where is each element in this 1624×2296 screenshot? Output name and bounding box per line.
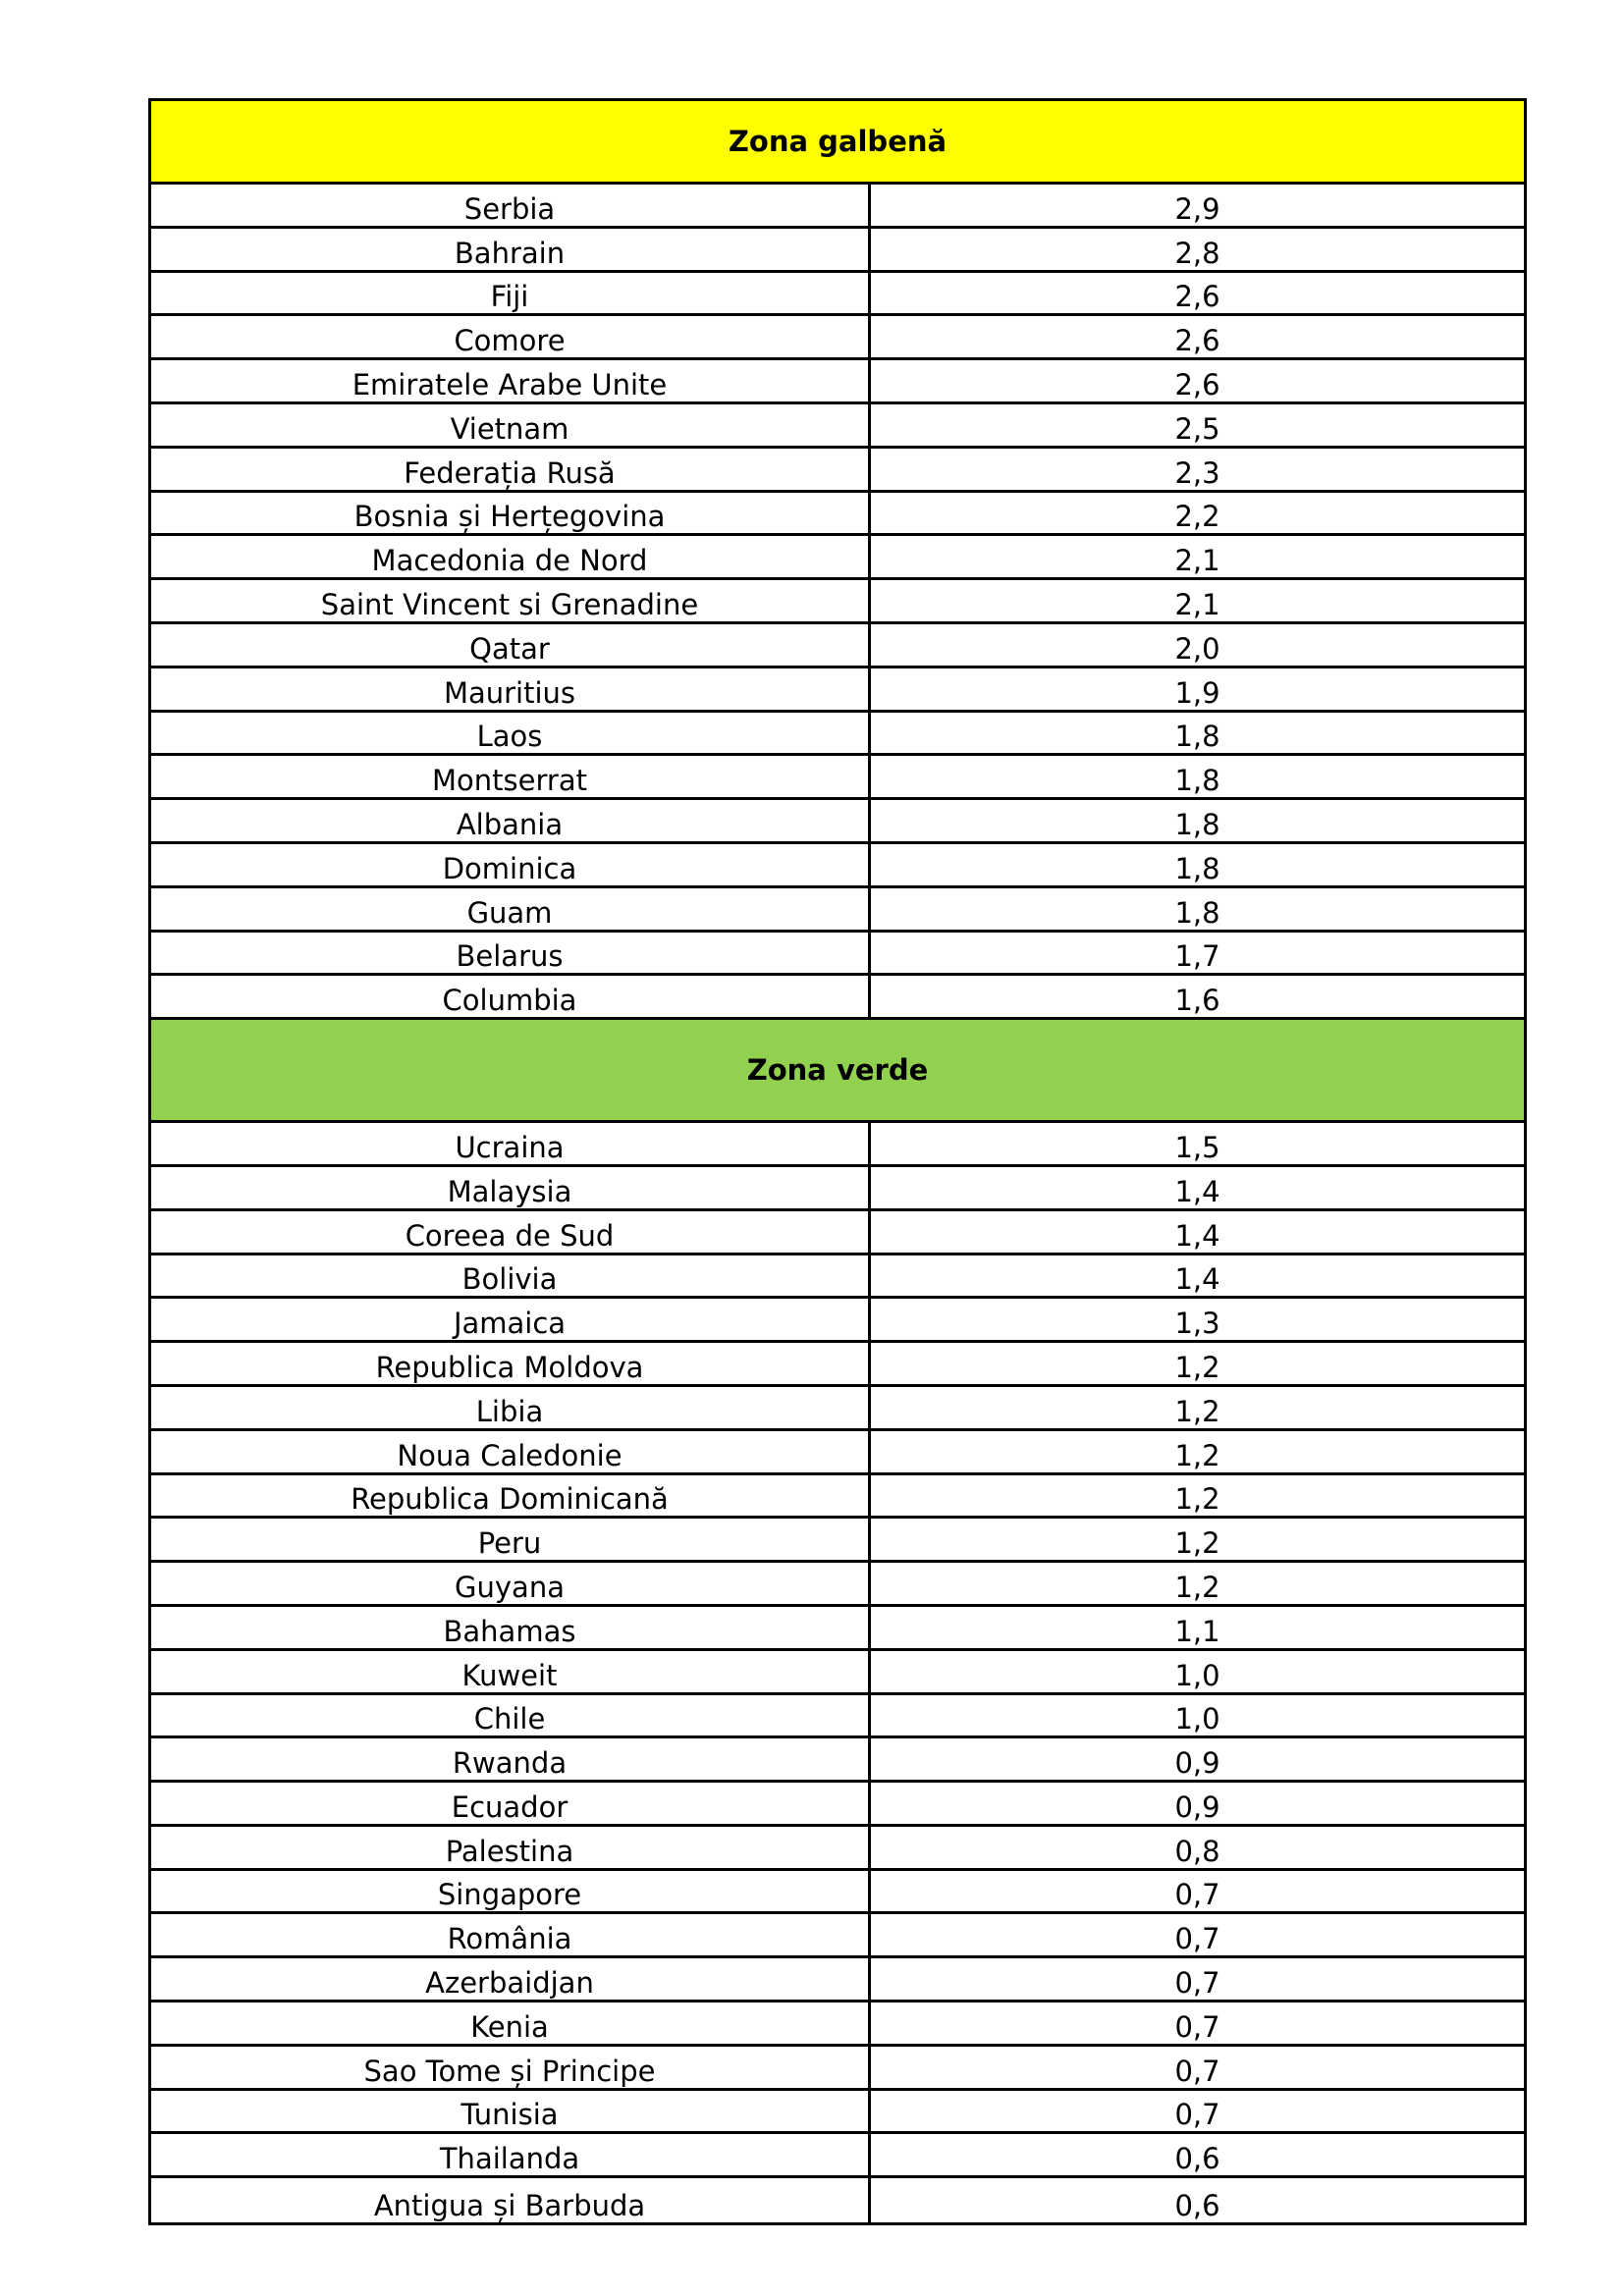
zone-header <box>151 101 1524 185</box>
value-cell: 1,5 <box>1174 1130 1220 1164</box>
table-row <box>151 2134 1524 2178</box>
value-cell: 1,2 <box>1174 1394 1220 1428</box>
country-cell: Dominica <box>151 844 871 885</box>
country-cell: Republica Moldova <box>151 1343 871 1384</box>
value-cell: 2,6 <box>1174 367 1220 401</box>
value-cell: 1,8 <box>1174 807 1220 841</box>
value-cell: 0,7 <box>1174 2098 1220 2132</box>
country-cell: Montserrat <box>151 756 871 797</box>
table-row <box>151 668 1524 713</box>
table-row <box>151 1695 1524 1739</box>
value-cell: 1,2 <box>1174 1350 1220 1384</box>
table-row <box>151 933 1524 977</box>
table-row <box>151 229 1524 273</box>
table-row <box>151 316 1524 360</box>
country-cell: Fiji <box>151 273 871 314</box>
value-cell: 1,3 <box>1174 1307 1220 1341</box>
country-cell: Bahamas <box>151 1607 871 1648</box>
country-cell: Republica Dominicană <box>151 1475 871 1517</box>
value-cell: 2,5 <box>1174 411 1220 446</box>
country-cell: Saint Vincent si Grenadine <box>151 580 871 621</box>
value-cell: 2,6 <box>1174 280 1220 314</box>
value-cell: 1,6 <box>1174 984 1220 1018</box>
value-cell: 0,6 <box>1174 2142 1220 2176</box>
country-cell: Guyana <box>151 1563 871 1604</box>
country-cell: Macedonia de Nord <box>151 536 871 577</box>
value-cell: 1,2 <box>1174 1570 1220 1604</box>
country-cell: Vietnam <box>151 404 871 446</box>
table-row <box>151 1123 1524 1167</box>
country-cell: Thailanda <box>151 2134 871 2175</box>
country-cell: Palestina <box>151 1827 871 1868</box>
table-row <box>151 536 1524 580</box>
country-cell: Federația Rusă <box>151 449 871 490</box>
value-cell: 1,8 <box>1174 851 1220 885</box>
country-cell: Kenia <box>151 2002 871 2044</box>
value-cell: 1,4 <box>1174 1262 1220 1297</box>
table-row <box>151 404 1524 449</box>
table-row <box>151 1651 1524 1695</box>
value-cell: 1,4 <box>1174 1174 1220 1208</box>
table-row <box>151 624 1524 668</box>
table-row <box>151 2047 1524 2091</box>
value-cell: 1,7 <box>1174 939 1220 974</box>
table-row <box>151 844 1524 888</box>
table-row <box>151 2002 1524 2047</box>
table-row <box>151 1519 1524 1563</box>
value-cell: 0,7 <box>1174 1922 1220 1956</box>
country-cell: Serbia <box>151 185 871 226</box>
country-cell: Tunisia <box>151 2091 871 2132</box>
country-cell: Noua Caledonie <box>151 1431 871 1472</box>
table-row <box>151 1871 1524 1915</box>
country-cell: Rwanda <box>151 1738 871 1780</box>
value-cell: 0,7 <box>1174 2009 1220 2044</box>
country-cell: Mauritius <box>151 668 871 710</box>
country-cell: România <box>151 1914 871 1955</box>
country-cell: Kuweit <box>151 1651 871 1692</box>
value-cell: 0,9 <box>1174 1789 1220 1824</box>
value-cell: 2,2 <box>1174 500 1220 534</box>
table-row <box>151 1211 1524 1255</box>
value-cell: 2,0 <box>1174 631 1220 666</box>
zones-table <box>148 98 1527 2225</box>
table-row <box>151 976 1524 1020</box>
country-cell: Guam <box>151 888 871 930</box>
table-row <box>151 888 1524 933</box>
country-cell: Bosnia și Herțegovina <box>151 493 871 534</box>
value-cell: 1,2 <box>1174 1438 1220 1472</box>
zone-header <box>151 1020 1524 1123</box>
table-row <box>151 185 1524 229</box>
table-row <box>151 1299 1524 1343</box>
value-cell: 1,9 <box>1174 675 1220 710</box>
table-row <box>151 1255 1524 1300</box>
country-cell: Belarus <box>151 933 871 974</box>
country-cell: Azerbaidjan <box>151 1958 871 2000</box>
table-row <box>151 360 1524 404</box>
country-cell: Albania <box>151 800 871 841</box>
table-row <box>151 2091 1524 2135</box>
country-cell: Emiratele Arabe Unite <box>151 360 871 401</box>
value-cell: 0,7 <box>1174 1966 1220 2001</box>
value-cell: 2,1 <box>1174 544 1220 578</box>
value-cell: 2,1 <box>1174 587 1220 621</box>
table-row <box>151 713 1524 757</box>
table-row <box>151 1475 1524 1520</box>
table-row <box>151 1343 1524 1387</box>
country-cell: Antigua și Barbuda <box>151 2178 871 2222</box>
country-cell: Peru <box>151 1519 871 1560</box>
value-cell: 0,7 <box>1174 2054 1220 2088</box>
value-cell: 1,8 <box>1174 720 1220 754</box>
table-row <box>151 449 1524 493</box>
table-row <box>151 800 1524 844</box>
country-cell: Libia <box>151 1387 871 1428</box>
zone-title: Zona verde <box>746 1053 929 1088</box>
table-row <box>151 756 1524 800</box>
table-row <box>151 1431 1524 1475</box>
table-row <box>151 1783 1524 1827</box>
country-cell: Bolivia <box>151 1255 871 1297</box>
table-row <box>151 580 1524 624</box>
value-cell: 2,9 <box>1174 191 1220 226</box>
country-cell: Comore <box>151 316 871 357</box>
country-cell: Sao Tome și Principe <box>151 2047 871 2088</box>
value-cell: 1,1 <box>1174 1614 1220 1648</box>
table-row <box>151 1827 1524 1871</box>
country-cell: Coreea de Sud <box>151 1211 871 1253</box>
value-cell: 0,6 <box>1174 2189 1220 2223</box>
value-cell: 1,2 <box>1174 1526 1220 1561</box>
value-cell: 0,7 <box>1174 1878 1220 1912</box>
value-cell: 2,8 <box>1174 236 1220 270</box>
table-row <box>151 1563 1524 1607</box>
value-cell: 0,8 <box>1174 1834 1220 1868</box>
value-cell: 1,0 <box>1174 1658 1220 1692</box>
table-row <box>151 1958 1524 2002</box>
zone-title: Zona galbenă <box>728 125 947 158</box>
table-row <box>151 1167 1524 1211</box>
country-cell: Laos <box>151 713 871 754</box>
country-cell: Chile <box>151 1695 871 1736</box>
value-cell: 1,4 <box>1174 1218 1220 1253</box>
country-cell: Qatar <box>151 624 871 666</box>
value-cell: 1,8 <box>1174 764 1220 798</box>
table-row <box>151 1387 1524 1431</box>
value-cell: 0,9 <box>1174 1746 1220 1781</box>
country-cell: Malaysia <box>151 1167 871 1208</box>
country-cell: Columbia <box>151 976 871 1017</box>
table-row <box>151 493 1524 537</box>
value-cell: 1,2 <box>1174 1482 1220 1517</box>
table-row <box>151 1607 1524 1651</box>
value-cell: 2,6 <box>1174 324 1220 358</box>
country-cell: Bahrain <box>151 229 871 270</box>
country-cell: Jamaica <box>151 1299 871 1340</box>
table-row <box>151 273 1524 317</box>
value-cell: 1,8 <box>1174 895 1220 930</box>
country-cell: Ecuador <box>151 1783 871 1824</box>
country-cell: Singapore <box>151 1871 871 1912</box>
value-cell: 2,3 <box>1174 455 1220 490</box>
table-row <box>151 1914 1524 1958</box>
table-row <box>151 2178 1524 2222</box>
table-row <box>151 1738 1524 1783</box>
value-cell: 1,0 <box>1174 1702 1220 1736</box>
country-cell: Ucraina <box>151 1123 871 1164</box>
